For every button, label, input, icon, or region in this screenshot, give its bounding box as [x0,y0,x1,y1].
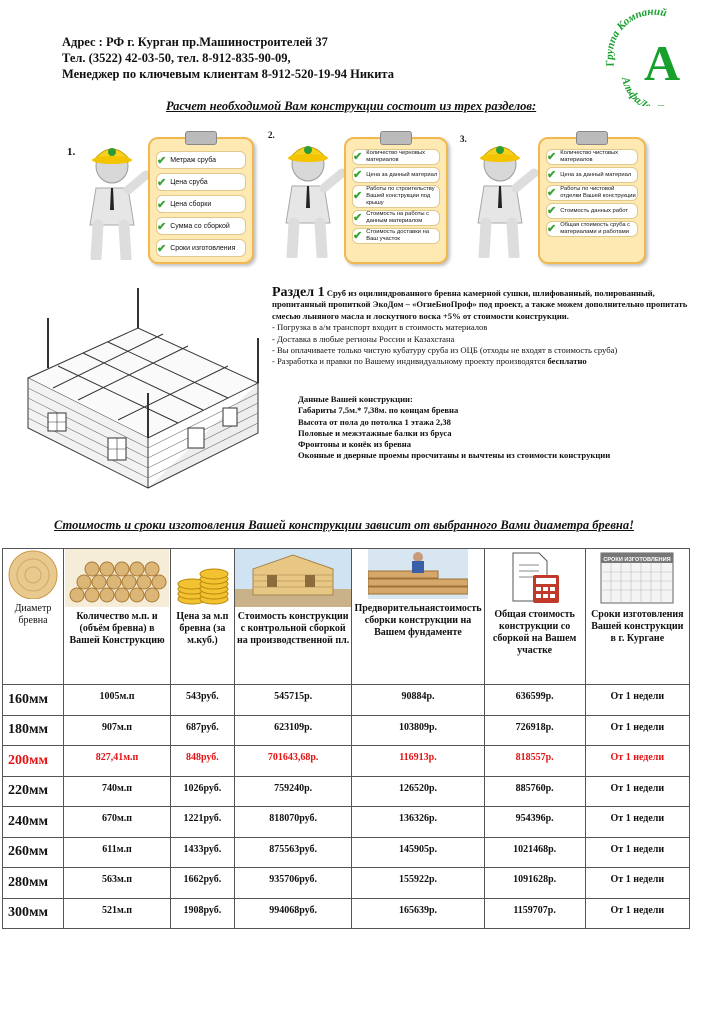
construction-cost-cell: 935706руб. [234,868,352,899]
table-row [3,715,690,746]
assembly-cost-cell: 136326р. [352,807,484,838]
assembly-cost-cell: 155922р. [352,868,484,899]
quantity-cell: 521м.п [64,898,171,929]
terms-cell: От 1 недели [585,898,689,929]
step-2-item: Стоимость доставки на Ваш участок [366,229,430,242]
manager-contact: Менеджер по ключевым клиентам 8-912-520-19-94 Никита [62,67,394,81]
quantity-cell: 611м.п [64,837,171,868]
step-3-figure [468,128,538,263]
price-cell: 1221руб. [171,807,235,838]
assembly-cost-cell: 116913р. [352,746,484,777]
razdel-bullet-bold: бесплатно [547,356,587,367]
worker-figure-icon [468,128,538,258]
step-2-figure [276,128,346,263]
construction-cost-cell: 994068руб. [234,898,352,929]
diameter-cell: 300мм [3,898,64,929]
header-terms: Сроки изготовления Вашей конструкции в г. Кургане [591,609,684,644]
calendar-label: СРОКИ ИЗГОТОВЛЕНИЯ [603,557,671,563]
diameter-cell: 180мм [3,715,64,746]
check-icon: ✔ [353,190,363,202]
price-table [2,548,690,929]
price-cell: 687руб. [171,715,235,746]
terms-cell: От 1 недели [585,715,689,746]
step-2-number: 2. [268,130,275,140]
table-title: Стоимость и сроки изготовления Вашей конструкции зависит от выбранного Вами диаметра бревна! [54,518,634,532]
step-1-item: Цена сборки [170,200,212,208]
header-cell [3,549,64,685]
table-row [3,868,690,899]
step-1-number: 1. [67,146,76,158]
table-row [3,898,690,929]
step-2-item: Количество черновых материалов [366,150,425,163]
quantity-cell: 740м.п [64,776,171,807]
step-3-item: Цена за данный материал [560,171,632,178]
step-1-item: Сумма со сборкой [170,222,230,230]
quantity-cell: 563м.п [64,868,171,899]
check-icon: ✔ [353,168,363,181]
header-cell [64,549,171,685]
construction-cost-cell: 759240р. [234,776,352,807]
check-icon: ✔ [353,150,363,163]
razdel-intro: Сруб из оцилиндрованного бревна камерной сушки, шлифованный, полированный, пропитанный пропиткой ЭкоДом – «ОгнеБиоПроф» под проект, а также можем дополнительно пропитать смесью льняного масла и лоскутного воска +5% от стоимости конструкции. [272,288,688,321]
logs-stack-icon [65,549,169,607]
check-icon: ✔ [157,176,167,189]
razdel-bullet: - Разработка и правки по Вашему индивидуальному проекту производятся [272,356,548,367]
razdel-title: Раздел 1 [272,285,325,300]
check-icon: ✔ [157,154,167,167]
header-diameter: Диаметр бревна [14,603,52,626]
quantity-cell: 907м.п [64,715,171,746]
check-icon: ✔ [353,211,363,224]
check-icon: ✔ [547,168,557,181]
company-phones: Тел. (3522) 42-03-50, тел. 8-912-835-90-09, [62,51,291,65]
params-line: Оконные и дверные проемы просчитаны и вычтены из стоимости конструкции [298,450,611,461]
step-3-item: Общая стоимость сруба с материалами и работами [560,222,631,235]
coins-icon [172,549,232,607]
construction-cost-cell: 701643,68р. [234,746,352,777]
params-line: Данные Вашей конструкции: [298,394,413,404]
company-address: Адрес : РФ г. Курган пр.Машиностроителей 37 [62,35,328,49]
total-cost-cell: 1021468р. [484,837,585,868]
total-cost-cell: 954396р. [484,807,585,838]
check-icon: ✔ [157,220,167,233]
step-1-item: Цена сруба [170,178,208,186]
check-icon: ✔ [353,229,363,242]
total-cost-cell: 885760р. [484,776,585,807]
terms-cell: От 1 недели [585,685,689,716]
diameter-cell: 220мм [3,776,64,807]
table-header-row [3,549,690,685]
construction-cost-cell: 623109р. [234,715,352,746]
calendar-icon [597,549,677,605]
assembly-cost-cell: 90884р. [352,685,484,716]
header-cell [171,549,235,685]
header-total-cost: Общая стоимость конструкции со сборкой на Вашем участке [492,609,577,656]
step-3-item: Работы по чистовой отделки Вашей конструкции [560,186,636,199]
company-logo [594,6,712,106]
construction-cost-cell: 545715р. [234,685,352,716]
step-1-item: Метраж сруба [170,156,217,164]
header-cell [234,549,352,685]
assembly-cost-cell: 126520р. [352,776,484,807]
assembly-cost-cell: 165639р. [352,898,484,929]
log-end-icon [3,549,63,599]
step-1-figure [80,130,150,265]
price-cell: 1908руб. [171,898,235,929]
assembly-cost-cell: 103809р. [352,715,484,746]
check-icon: ✔ [547,222,557,235]
razdel-bullet: - Доставка в любые регионы России и Казахстана [272,333,455,344]
table-row [3,807,690,838]
check-icon: ✔ [547,204,557,217]
worker-figure-icon [276,128,346,258]
razdel-bullet: - Вы оплачиваете только чистую кубатуру сруба из ОЦБ (отходы не входят в стоимость сруба) [272,345,618,356]
step-2-item: Цена за данный материал [366,171,438,178]
diameter-cell: 160мм [3,685,64,716]
step-2-item: Стоимость на работы с данным материалом [366,211,430,224]
construction-params [298,394,698,462]
step-1-clipboard [148,137,254,264]
header-construction-cost: Стоимость конструкции с контрольной сборкой на производственной пл. [236,611,350,646]
step-3-item: Стоимость данных работ [560,207,629,214]
check-icon: ✔ [157,198,167,211]
check-icon: ✔ [547,150,557,163]
price-cell: 848руб. [171,746,235,777]
table-row [3,746,690,777]
total-cost-cell: 636599р. [484,685,585,716]
header-price: Цена за м.п бревна (за м.куб.) [176,611,229,646]
header-assembly-cost: Предворительнаястоимость сборки конструкции на Вашем фундаменте [354,603,482,638]
step-3-clipboard [538,137,646,264]
razdel-1-description [272,287,692,368]
price-cell: 543руб. [171,685,235,716]
total-cost-cell: 1091628р. [484,868,585,899]
step-3-number: 3. [460,134,467,144]
assembly-cost-cell: 145905р. [352,837,484,868]
calculator-document-icon [505,549,565,605]
terms-cell: От 1 недели [585,746,689,777]
step-2-clipboard [344,137,448,264]
price-cell: 1433руб. [171,837,235,868]
total-cost-cell: 818557р. [484,746,585,777]
price-cell: 1662руб. [171,868,235,899]
params-line: Половые и межэтажные балки из бруса [298,427,452,438]
terms-cell: От 1 недели [585,837,689,868]
price-cell: 1026руб. [171,776,235,807]
assembly-photo-icon [368,549,468,599]
total-cost-cell: 1159707р. [484,898,585,929]
log-house-photo-icon [235,549,351,607]
diameter-cell: 280мм [3,868,64,899]
params-line: Высота от пола до потолка 1 этажа 2,38 [298,416,451,427]
total-cost-cell: 726918р. [484,715,585,746]
step-2-item: Работы по строительству Вашей конструкции под крышу [366,186,435,206]
check-icon: ✔ [547,186,557,199]
params-line: Габариты 7,5м.* 7,38м. по концам бревна [298,405,459,416]
step-1-item: Сроки изготовления [170,244,236,252]
construction-cost-cell: 875563руб. [234,837,352,868]
header-cell [352,549,484,685]
terms-cell: От 1 недели [585,776,689,807]
header-quantity: Количество м.п. и (объём бревна) в Вашей Конструкцию [69,611,165,646]
svg-text:АльфаЛес45: АльфаЛ [618,75,650,106]
svg-text:Группа Компаний: Группа Компаний [603,6,668,68]
sections-title: Расчет необходимой Вам конструкции состоит из трех разделов: [166,99,537,113]
table-row [3,776,690,807]
diameter-cell: 240мм [3,807,64,838]
quantity-cell: 670м.п [64,807,171,838]
table-row [3,685,690,716]
worker-figure-icon [80,130,150,260]
check-icon: ✔ [157,242,167,255]
header-cell [484,549,585,685]
diameter-cell: 260мм [3,837,64,868]
svg-text:А: А [644,35,681,91]
terms-cell: От 1 недели [585,868,689,899]
params-line: Фронтоны и конёк из бревна [298,439,412,450]
diameter-cell: 200мм [3,746,64,777]
log-house-drawing [18,288,268,503]
header-cell [585,549,689,685]
step-3-item: Количество чистовых материалов [560,150,619,163]
terms-cell: От 1 недели [585,807,689,838]
quantity-cell: 1005м.п [64,685,171,716]
table-row [3,837,690,868]
construction-cost-cell: 818070руб. [234,807,352,838]
razdel-bullet: - Погрузка в а/м транспорт входит в стоимость материалов [272,322,488,333]
quantity-cell: 827,41м.п [64,746,171,777]
